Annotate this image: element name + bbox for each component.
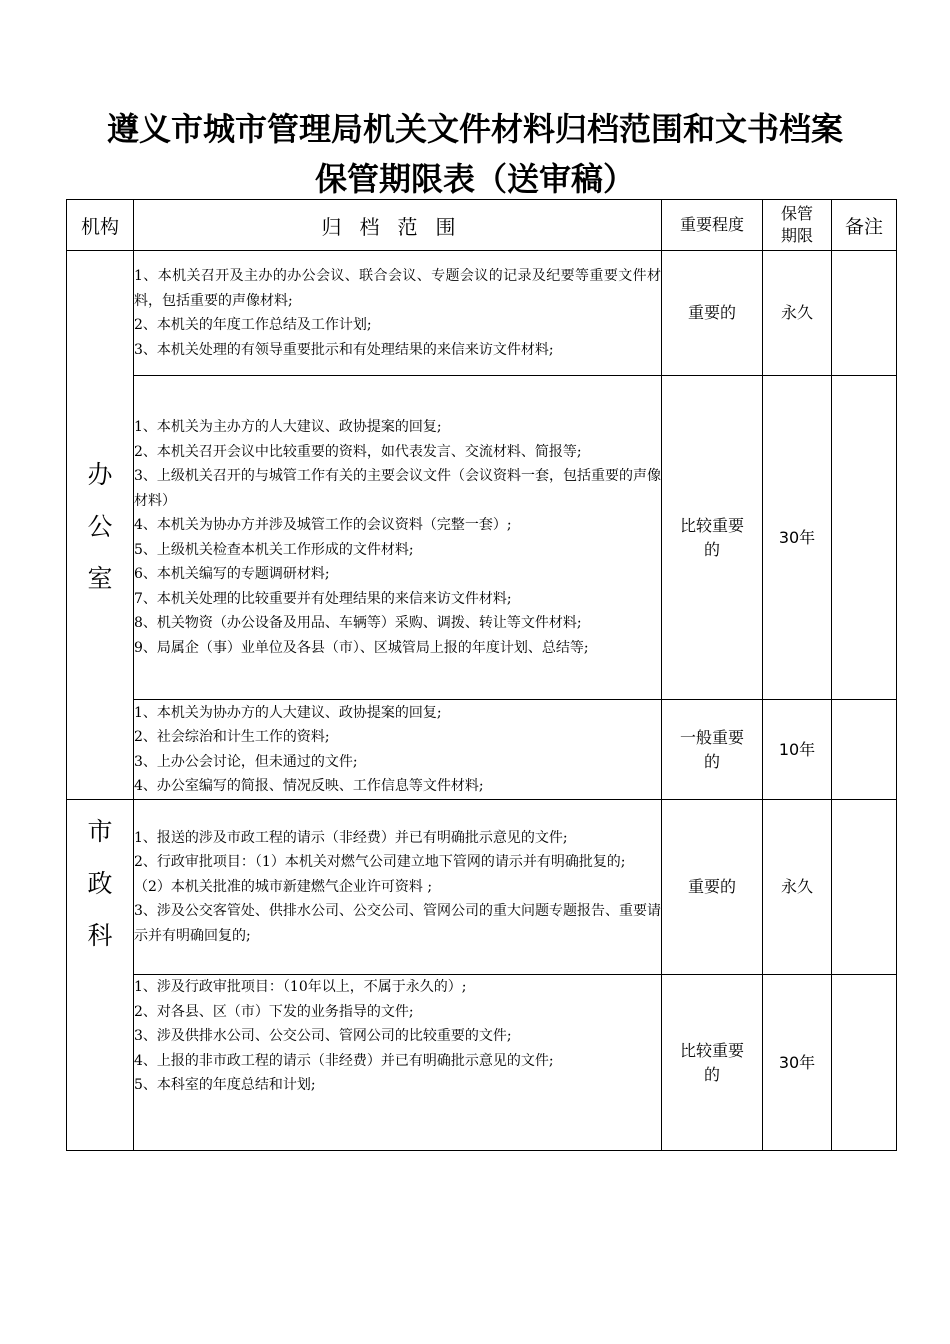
list-item: 2、本机关召开会议中比较重要的资料，如代表发言、交流材料、简报等; (134, 443, 582, 460)
period-cell: 30年 (763, 975, 832, 1151)
period-cell: 永久 (763, 251, 832, 376)
dept-municipal-char-1: 市 (87, 817, 113, 846)
table-row (67, 251, 897, 376)
remarks-cell (832, 700, 897, 800)
table-header-row (67, 200, 897, 251)
importance-line-2: 的 (703, 1064, 720, 1084)
dept-municipal-char-2: 政 (87, 869, 113, 898)
document-title (0, 104, 950, 204)
importance-cell: 重要的 (662, 800, 763, 975)
list-item: 5、本科室的年度总结和计划; (134, 1077, 316, 1093)
period-cell: 30年 (763, 376, 832, 700)
dept-office-char-3: 室 (87, 564, 113, 593)
list-item: 8、机关物资（办公设备及用品、车辆等）采购、调拨、转让等文件材料; (134, 615, 582, 631)
header-importance: 重要程度 (662, 200, 763, 251)
importance-cell (662, 975, 763, 1151)
header-org: 机构 (67, 200, 134, 251)
list-item: 3、上办公会讨论，但未通过的文件; (134, 753, 358, 770)
dept-municipal-char-3: 科 (87, 921, 113, 950)
header-period (763, 200, 832, 251)
header-scope: 归档范围 (134, 200, 662, 251)
period-cell: 永久 (763, 800, 832, 975)
scope-cell (134, 975, 662, 1151)
dept-office-char-1: 办 (87, 460, 113, 489)
list-item: 2、本机关的年度工作总结及工作计划; (134, 317, 372, 333)
list-item: 6、本机关编写的专题调研材料; (134, 566, 330, 582)
archive-retention-table (66, 199, 897, 1151)
scope-cell (134, 800, 662, 975)
title-line-1: 遵义市城市管理局机关文件材料归档范围和文书档案 (106, 110, 843, 148)
table-row (67, 975, 897, 1151)
list-item: 3、涉及公交客管处、供排水公司、公交公司、管网公司的重大问题专题报告、重要请示并有明确回复的; (134, 903, 661, 944)
importance-line-1: 比较重要 (679, 515, 744, 535)
list-item: 2、对各县、区（市）下发的业务指导的文件; (134, 1003, 414, 1020)
remarks-cell (832, 376, 897, 700)
list-item: 3、涉及供排水公司、公交公司、管网公司的比较重要的文件; (134, 1028, 512, 1044)
importance-cell (662, 376, 763, 700)
header-period-line-1: 保管 (780, 204, 813, 223)
table-row (67, 800, 897, 975)
period-cell: 10年 (763, 700, 832, 800)
list-item: 1、本机关为协办方的人大建议、政协提案的回复; (134, 704, 442, 721)
importance-cell (662, 700, 763, 800)
list-item: （2）本机关批准的城市新建燃气企业许可资料 ; (134, 878, 433, 895)
scope-cell (134, 700, 662, 800)
list-item: 5、上级机关检查本机关工作形成的文件材料; (134, 541, 414, 558)
list-item: 4、办公室编写的简报、情况反映、工作信息等文件材料; (134, 778, 484, 794)
header-period-line-2: 期限 (780, 226, 813, 245)
list-item: 9、局属企（事）业单位及各县（市）、区城管局上报的年度计划、总结等; (134, 639, 589, 656)
list-item: 1、涉及行政审批项目：（10年以上，不属于永久的）; (134, 979, 467, 995)
importance-line-2: 的 (703, 539, 720, 559)
remarks-cell (832, 975, 897, 1151)
scope-cell (134, 251, 662, 376)
title-line-2: 保管期限表（送审稿） (314, 160, 635, 198)
dept-municipal (67, 800, 134, 1151)
dept-office-char-2: 公 (87, 512, 113, 541)
list-item: 1、本机关为主办方的人大建议、政协提案的回复; (134, 419, 442, 435)
list-item: 7、本机关处理的比较重要并有处理结果的来信来访文件材料; (134, 590, 512, 607)
importance-line-2: 的 (703, 751, 720, 771)
list-item: 4、上报的非市政工程的请示（非经费）并已有明确批示意见的文件; (134, 1052, 554, 1069)
list-item: 3、上级机关召开的与城管工作有关的主要会议文件（会议资料一套，包括重要的声像材料） (134, 468, 661, 509)
importance-line-1: 比较重要 (679, 1040, 744, 1060)
importance-cell: 重要的 (662, 251, 763, 376)
list-item: 2、行政审批项目：（1）本机关对燃气公司建立地下管网的请示并有明确批复的; (134, 854, 626, 871)
table-row (67, 700, 897, 800)
list-item: 1、报送的涉及市政工程的请示（非经费）并已有明确批示意见的文件; (134, 829, 568, 846)
list-item: 3、本机关处理的有领导重要批示和有处理结果的来信来访文件材料; (134, 341, 554, 358)
list-item: 2、社会综治和计生工作的资料; (134, 729, 330, 745)
list-item: 4、本机关为协办方并涉及城管工作的会议资料（完整一套）; (134, 517, 512, 533)
header-remarks: 备注 (832, 200, 897, 251)
scope-cell (134, 376, 662, 700)
list-item: 1、本机关召开及主办的办公会议、联合会议、专题会议的记录及纪要等重要文件材料，包括重要的声像材料; (134, 268, 661, 309)
dept-office (67, 251, 134, 800)
table-row (67, 376, 897, 700)
importance-line-1: 一般重要 (679, 727, 744, 747)
remarks-cell (832, 800, 897, 975)
remarks-cell (832, 251, 897, 376)
